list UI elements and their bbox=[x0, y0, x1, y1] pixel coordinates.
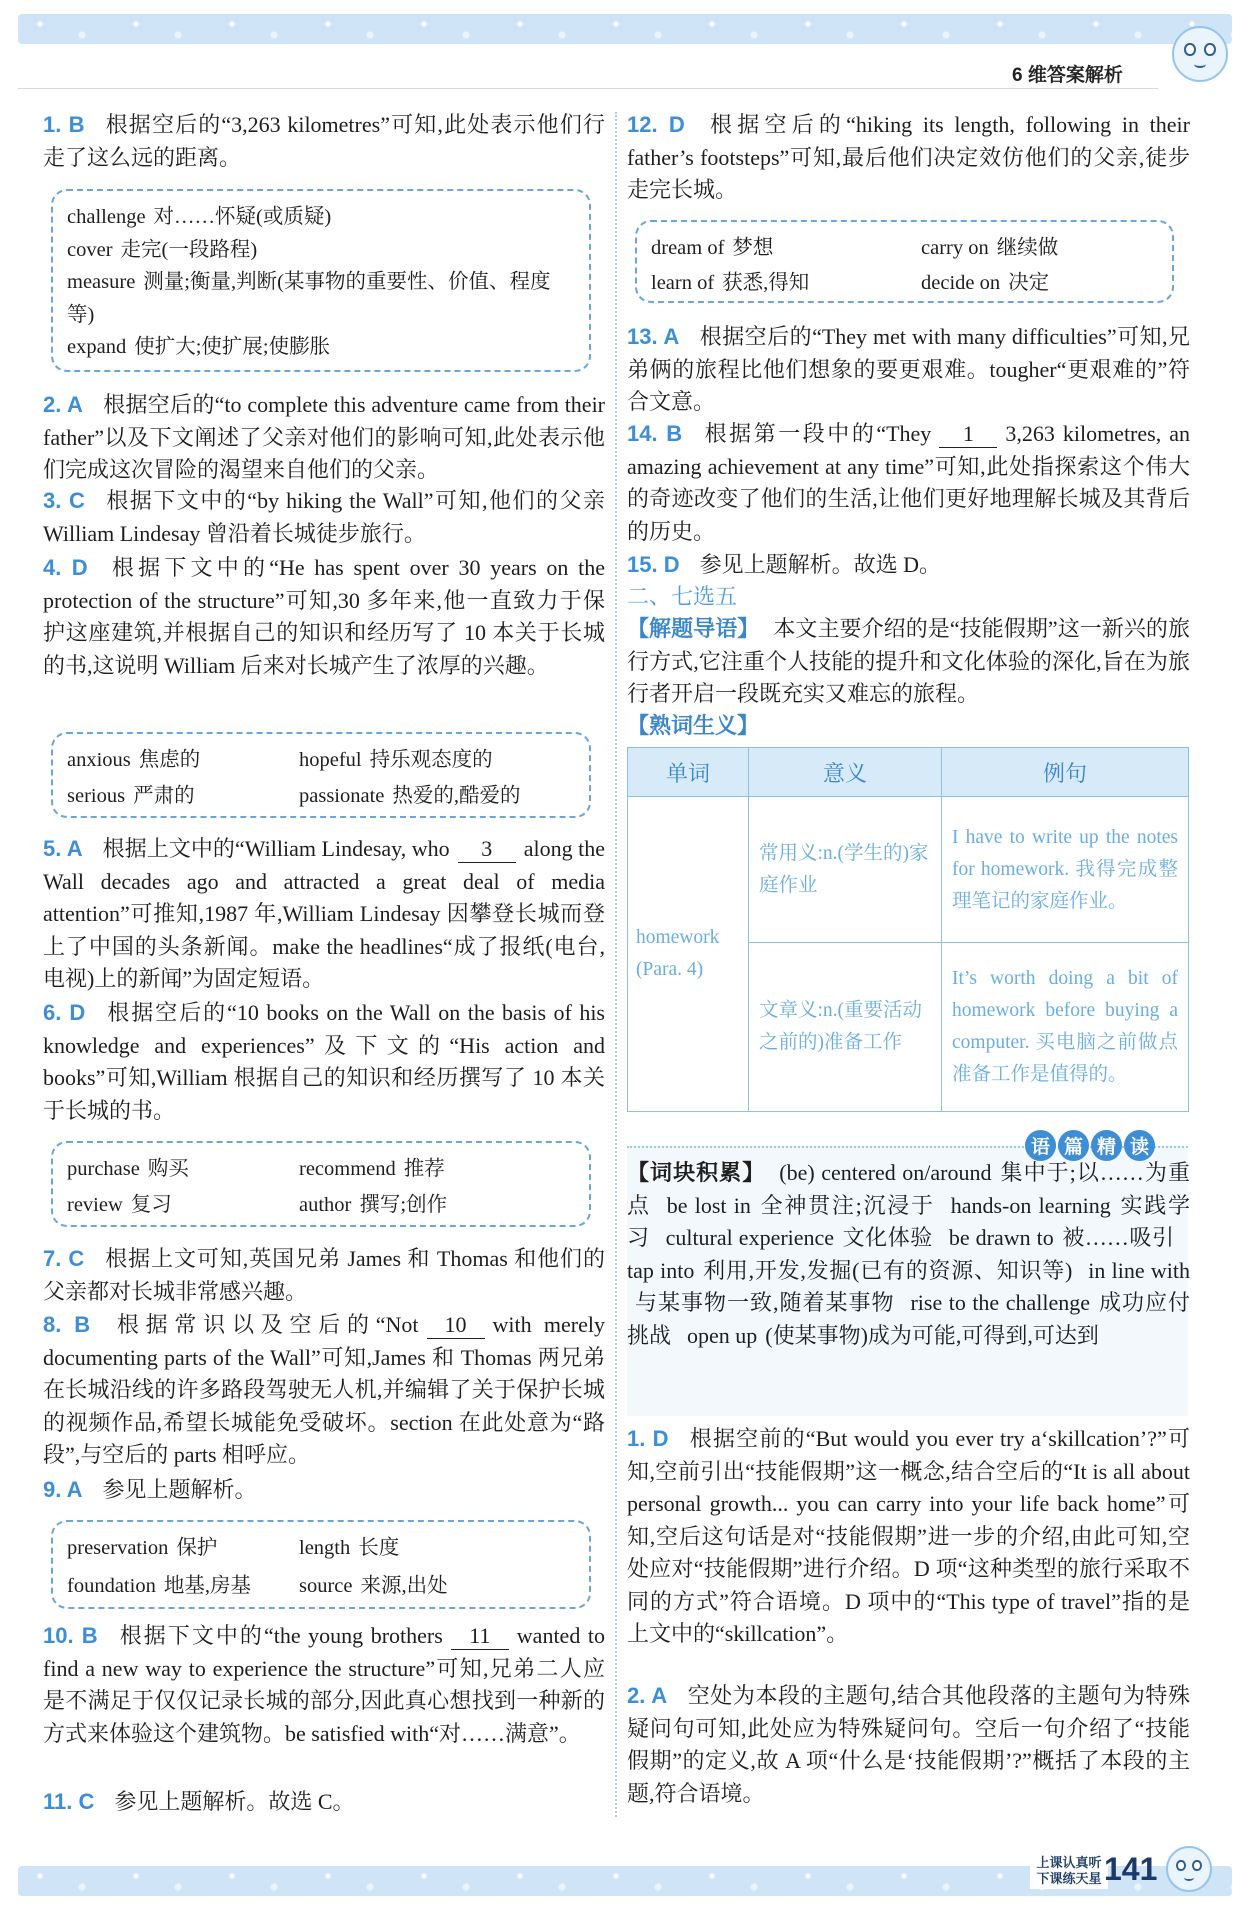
footer-slogan-line: 上课认真听 bbox=[1036, 1855, 1102, 1870]
answer-5 bbox=[43, 833, 605, 996]
right-column bbox=[627, 0, 1190, 1918]
vocab-entry bbox=[67, 1153, 299, 1189]
chunk-cn: 成功应付挑战 bbox=[627, 1290, 1190, 1348]
vocab-word: anxious bbox=[67, 749, 131, 771]
answer-explanation-cont: with merely documenting parts of the Wall”可知,James 和 Thomas 两兄弟在长城沿线的许多路段驾驶无人机,并编辑了关于保护长城的视频作品,希望长城能免受破坏。section 在此处意为“路段”,与空后的 parts 相呼应。 bbox=[43, 1312, 606, 1467]
vocab-meaning: 长度 bbox=[358, 1537, 400, 1559]
vocab-entry bbox=[651, 267, 921, 302]
vocab-entry bbox=[67, 266, 575, 331]
answer-blank: 10 bbox=[427, 1312, 485, 1339]
cloze-answer-1 bbox=[627, 1423, 1190, 1651]
badge-char: 精 bbox=[1091, 1130, 1122, 1161]
answer-8 bbox=[43, 1309, 605, 1472]
answer-number: 14. B bbox=[627, 421, 683, 446]
answer-explanation: 参见上题解析。故选 C。 bbox=[114, 1789, 355, 1814]
chunk-en: (be) centered on/around bbox=[779, 1160, 992, 1185]
answer-3 bbox=[43, 485, 605, 550]
table-header-row bbox=[628, 748, 1189, 797]
table-row bbox=[628, 797, 1189, 943]
answer-4 bbox=[43, 552, 605, 682]
table-cell-example: I have to write up the notes for homework. 我得完成整理笔记的家庭作业。 bbox=[942, 797, 1189, 943]
vocab-word: decide on bbox=[921, 271, 1001, 294]
answer-blank: 1 bbox=[939, 421, 997, 448]
answer-number: 2. A bbox=[627, 1683, 668, 1708]
answer-number: 6. D bbox=[43, 1000, 86, 1025]
badge-char: 篇 bbox=[1058, 1130, 1089, 1161]
vocab-word: source bbox=[299, 1574, 353, 1597]
left-column bbox=[43, 0, 605, 1918]
vocab-meaning: 使扩大;使扩展;使膨胀 bbox=[134, 336, 331, 358]
answer-6 bbox=[43, 997, 605, 1127]
vocab-entry bbox=[67, 201, 575, 234]
badge-char: 语 bbox=[1025, 1130, 1056, 1161]
vocab-word: author bbox=[299, 1194, 352, 1216]
vocab-word: recommend bbox=[299, 1158, 396, 1180]
answer-number: 8. B bbox=[43, 1312, 91, 1337]
chunk-item bbox=[949, 1225, 1174, 1250]
chunk-cn: 集中于;以……为重点 bbox=[627, 1160, 1190, 1218]
vocab-word: carry on bbox=[921, 237, 989, 259]
vocab-entry bbox=[67, 234, 575, 267]
answer-number: 5. A bbox=[43, 836, 83, 861]
word-chunks-label: 【词块积累】 bbox=[627, 1160, 766, 1185]
answer-explanation: 根据下文中的“by hiking the Wall”可知,他们的父亲 William Lindesay 曾沿着长城徒步旅行。 bbox=[43, 488, 605, 546]
word-meaning-table bbox=[627, 747, 1189, 1112]
reading-guide-text: 本文主要介绍的是“技能假期”这一新兴的旅行方式,它注重个人技能的提升和文化体验的深化,旨在为旅行者开启一段既充实又难忘的旅程。 bbox=[627, 616, 1190, 706]
vocab-entry bbox=[67, 1189, 299, 1225]
answer-9 bbox=[43, 1474, 605, 1507]
table-cell-meaning: 常用义:n.(学生的)家庭作业 bbox=[749, 797, 942, 943]
vocab-meaning: 走完(一段路程) bbox=[120, 238, 258, 261]
vocab-meaning: 继续做 bbox=[996, 237, 1059, 259]
vocab-word: passionate bbox=[299, 785, 385, 807]
answer-blank: 11 bbox=[451, 1623, 509, 1650]
vocab-word: dream of bbox=[651, 237, 725, 259]
vocab-entry bbox=[67, 1532, 299, 1570]
vocab-word: preservation bbox=[67, 1537, 169, 1559]
vocab-box bbox=[51, 1520, 591, 1609]
footer-slogan-line: 下课练天星 bbox=[1036, 1871, 1102, 1886]
vocab-meaning: 测量;衡量,判断(某事物的重要性、价值、程度等) bbox=[67, 271, 551, 326]
chunk-cn: 文化体验 bbox=[842, 1225, 933, 1250]
chunk-cn: 利用,开发,发掘(已有的资源、知识等) bbox=[702, 1257, 1073, 1283]
chunk-item bbox=[666, 1225, 933, 1250]
answer-12 bbox=[627, 109, 1190, 207]
mascot-eye-icon bbox=[1192, 1860, 1201, 1871]
answer-explanation: 根据空后的“10 books on the Wall on the basis of his knowledge and experiences”及下文的“His action and books”可知,William 根据自己的知识和经历撰写了 10 本关于长城的书。 bbox=[43, 1000, 605, 1123]
answer-15 bbox=[627, 549, 1190, 582]
vocab-meaning: 购买 bbox=[147, 1158, 189, 1180]
table-word-ref: (Para. 4) bbox=[636, 959, 704, 980]
answer-number: 1. D bbox=[627, 1426, 669, 1451]
chunk-en: open up bbox=[687, 1322, 758, 1348]
vocab-box bbox=[635, 220, 1174, 303]
answer-explanation-cont: along the Wall decades ago and attracted a great deal of media attention”可推知,1987 年,William Lindesay 因攀登长城而登上了中国的头条新闻。make the headlines“成了报纸(电台,电视)上的新闻”为固定短语。 bbox=[43, 836, 605, 991]
answer-explanation: 根据空后的“hiking its length, following in their father’s footsteps”可知,最后他们决定效仿他们的父亲,徒步走完长城。 bbox=[627, 112, 1190, 202]
vocab-meaning: 焦虑的 bbox=[138, 749, 201, 771]
vocab-entry bbox=[921, 232, 1158, 267]
vocab-meaning: 地基,房基 bbox=[163, 1574, 251, 1597]
answer-number: 1. B bbox=[43, 112, 85, 137]
vocab-entry bbox=[67, 744, 299, 780]
answer-explanation: 参见上题解析。 bbox=[102, 1477, 257, 1502]
chunk-en: tap into bbox=[627, 1257, 695, 1283]
answer-13 bbox=[627, 321, 1190, 419]
answer-2 bbox=[43, 389, 605, 487]
answer-explanation: 根据空后的“3,263 kilometres”可知,此处表示他们行走了这么远的距离。 bbox=[43, 112, 605, 170]
vocab-box bbox=[51, 189, 591, 372]
mascot-eye-icon bbox=[1204, 43, 1215, 57]
answer-number: 2. A bbox=[43, 392, 83, 417]
vocab-entry bbox=[67, 780, 299, 816]
table-header-example: 例句 bbox=[942, 748, 1189, 797]
footer-slogan bbox=[1030, 1853, 1108, 1889]
vocab-word: expand bbox=[67, 336, 127, 358]
table-cell-word bbox=[628, 797, 749, 1112]
vocab-section-label bbox=[627, 710, 1190, 743]
vocab-entry bbox=[299, 1570, 575, 1608]
vocab-meaning: 持乐观态度的 bbox=[369, 749, 493, 771]
vocab-word: learn of bbox=[651, 271, 715, 294]
chunk-en: be drawn to bbox=[948, 1225, 1054, 1250]
vocab-word: purchase bbox=[67, 1158, 140, 1180]
table-header-word: 单词 bbox=[628, 748, 749, 797]
answer-explanation: 根据空后的“They met with many difficulties”可知,兄弟俩的旅程比他们想象的要更艰难。tougher“更艰难的”符合文意。 bbox=[627, 324, 1190, 414]
answer-explanation: 根据空后的“to complete this adventure came from their father”以及下文阐述了父亲对他们的影响可知,此处表示他们完成这次冒险的渴望来自他们的父亲。 bbox=[43, 392, 606, 482]
answer-explanation-cont: wanted to find a new way to experience the structure”可知,兄弟二人应是不满足于仅仅记录长城的部分,因此真心想找到一种新的方式来体验这个建筑物。be satisfied with“对……满意”。 bbox=[43, 1623, 605, 1746]
table-cell-meaning: 文章义:n.(重要活动之前的)准备工作 bbox=[749, 943, 942, 1112]
chunk-en: hands-on learning bbox=[950, 1192, 1111, 1218]
vocab-word: length bbox=[299, 1537, 351, 1559]
badge-char: 读 bbox=[1124, 1130, 1155, 1161]
answer-number: 10. B bbox=[43, 1623, 98, 1648]
answer-11 bbox=[43, 1786, 605, 1819]
vocab-word: measure bbox=[67, 271, 136, 293]
answer-number: 3. C bbox=[43, 488, 85, 513]
answer-explanation: 根据空前的“But would you ever try a‘skillcation’?”可知,空前引出“技能假期”这一概念,结合空后的“It is all about personal growth... you can carry into your life back home”可知,空后这句话是对“技能假期”进一步的介绍,由此可知,空处应对“技能假期”进行介绍。D 项“这种类型的旅行采取不同的方式”符合语境。D 项中的“This type of travel”指的是上文中的“skillcation”。 bbox=[627, 1426, 1190, 1646]
header-title: 6 维答案解析 bbox=[1012, 65, 1123, 86]
answer-1 bbox=[43, 109, 605, 174]
vocab-meaning: 严肃的 bbox=[133, 785, 195, 807]
vocab-word: serious bbox=[67, 785, 126, 807]
chunk-cn: 被……吸引 bbox=[1061, 1225, 1174, 1250]
chunk-en: rise to the challenge bbox=[910, 1290, 1090, 1315]
table-header-meaning: 意义 bbox=[749, 748, 942, 797]
vocab-word: cover bbox=[67, 238, 113, 261]
vocab-entry bbox=[299, 744, 575, 780]
answer-10 bbox=[43, 1620, 605, 1750]
section-title: 二、七选五 bbox=[627, 584, 738, 609]
vocab-entry bbox=[67, 1570, 299, 1608]
vocab-section-label-text: 【熟词生义】 bbox=[627, 713, 760, 738]
chunk-cn: (使某事物)成为可能,可得到,可达到 bbox=[765, 1322, 1099, 1348]
vocab-entry bbox=[67, 331, 575, 364]
answer-explanation: 根据上文中的“William Lindesay, who bbox=[102, 836, 450, 861]
answer-explanation: 根据上文可知,英国兄弟 James 和 Thomas 和他们的父亲都对长城非常感兴趣。 bbox=[43, 1246, 605, 1304]
column-divider bbox=[615, 112, 617, 1817]
table-cell-example: It’s worth doing a bit of homework before buying a computer. 买电脑之前做点准备工作是值得的。 bbox=[942, 943, 1189, 1112]
answer-number: 13. A bbox=[627, 324, 680, 349]
vocab-entry bbox=[299, 1532, 575, 1570]
answer-explanation: 参见上题解析。故选 D。 bbox=[699, 552, 941, 577]
answer-number: 4. D bbox=[43, 555, 88, 580]
answer-number: 11. C bbox=[43, 1789, 95, 1814]
word-chunks bbox=[627, 1157, 1190, 1352]
chunk-cn: 实践学习 bbox=[627, 1192, 1190, 1250]
answer-number: 9. A bbox=[43, 1477, 83, 1502]
mascot-mouth-icon bbox=[1184, 1874, 1194, 1881]
chunk-cn: 与某事物一致,随着某事物 bbox=[635, 1290, 895, 1315]
vocab-box bbox=[51, 732, 591, 818]
reading-guide bbox=[627, 613, 1190, 711]
answer-explanation: 根据下文中的“He has spent over 30 years on the protection of the structure”可知,30 多年来,他一直致力于保护这座建筑,并根据自己的知识和经历写了 10 本关于长城的书,这说明 William 后来对长城产生了浓厚的兴趣。 bbox=[43, 555, 605, 678]
chunk-item bbox=[687, 1323, 1099, 1348]
answer-number: 15. D bbox=[627, 552, 680, 577]
chunk-item bbox=[667, 1193, 935, 1218]
mascot-mouth-icon bbox=[1194, 60, 1206, 68]
vocab-word: review bbox=[67, 1194, 123, 1216]
answer-explanation: 根据常识以及空后的“Not bbox=[110, 1312, 419, 1337]
table-word: homework bbox=[636, 927, 720, 948]
vocab-word: foundation bbox=[67, 1574, 156, 1597]
vocab-meaning: 获悉,得知 bbox=[722, 271, 810, 294]
reading-guide-label: 【解题导语】 bbox=[627, 616, 760, 641]
chunk-en: in line with bbox=[1088, 1257, 1190, 1283]
vocab-meaning: 保护 bbox=[176, 1537, 218, 1559]
vocab-entry bbox=[651, 232, 921, 267]
mascot-icon bbox=[1166, 1846, 1212, 1892]
page-number: 141 bbox=[1104, 1851, 1158, 1887]
vocab-word: hopeful bbox=[299, 749, 362, 771]
vocab-box bbox=[51, 1141, 591, 1227]
vocab-meaning: 来源,出处 bbox=[360, 1574, 448, 1597]
chunk-en: be lost in bbox=[666, 1192, 751, 1218]
answer-number: 12. D bbox=[627, 112, 685, 137]
mascot-eye-icon bbox=[1176, 1860, 1185, 1871]
vocab-entry bbox=[299, 780, 575, 816]
answer-14 bbox=[627, 418, 1190, 548]
chunk-item bbox=[627, 1258, 1072, 1283]
answer-explanation-cont: 3,263 kilometres, an amazing achievement at any time”可知,此处指探索这个伟大的奇迹改变了他们的生活,让他们更好地理解长城及其背后的历史。 bbox=[627, 421, 1190, 544]
vocab-meaning: 对……怀疑(或质疑) bbox=[153, 206, 332, 228]
chunk-en: cultural experience bbox=[665, 1225, 835, 1250]
vocab-meaning: 梦想 bbox=[732, 237, 774, 259]
cloze-answer-2 bbox=[627, 1680, 1190, 1810]
vocab-meaning: 决定 bbox=[1008, 271, 1050, 294]
answer-explanation: 根据第一段中的“They bbox=[702, 421, 932, 446]
answer-number: 7. C bbox=[43, 1246, 85, 1271]
vocab-meaning: 撰写;创作 bbox=[359, 1194, 448, 1216]
vocab-entry bbox=[299, 1153, 575, 1189]
chunk-cn: 全神贯注;沉浸于 bbox=[758, 1192, 935, 1218]
vocab-meaning: 热爱的,酷爱的 bbox=[392, 785, 521, 807]
vocab-meaning: 复习 bbox=[130, 1194, 172, 1216]
vocab-word: challenge bbox=[67, 206, 146, 228]
vocab-entry bbox=[299, 1189, 575, 1225]
answer-explanation: 空处为本段的主题句,结合其他段落的主题句为特殊疑问句可知,此处应为特殊疑问句。空后一句介绍了“技能假期”的定义,故 A 项“什么是‘技能假期’?”概括了本段的主题,符合语境。 bbox=[627, 1683, 1190, 1806]
answer-explanation: 根据下文中的“the young brothers bbox=[117, 1623, 443, 1648]
vocab-meaning: 推荐 bbox=[403, 1158, 445, 1180]
answer-7 bbox=[43, 1243, 605, 1308]
vocab-entry bbox=[921, 267, 1158, 302]
answer-blank: 3 bbox=[458, 836, 516, 863]
